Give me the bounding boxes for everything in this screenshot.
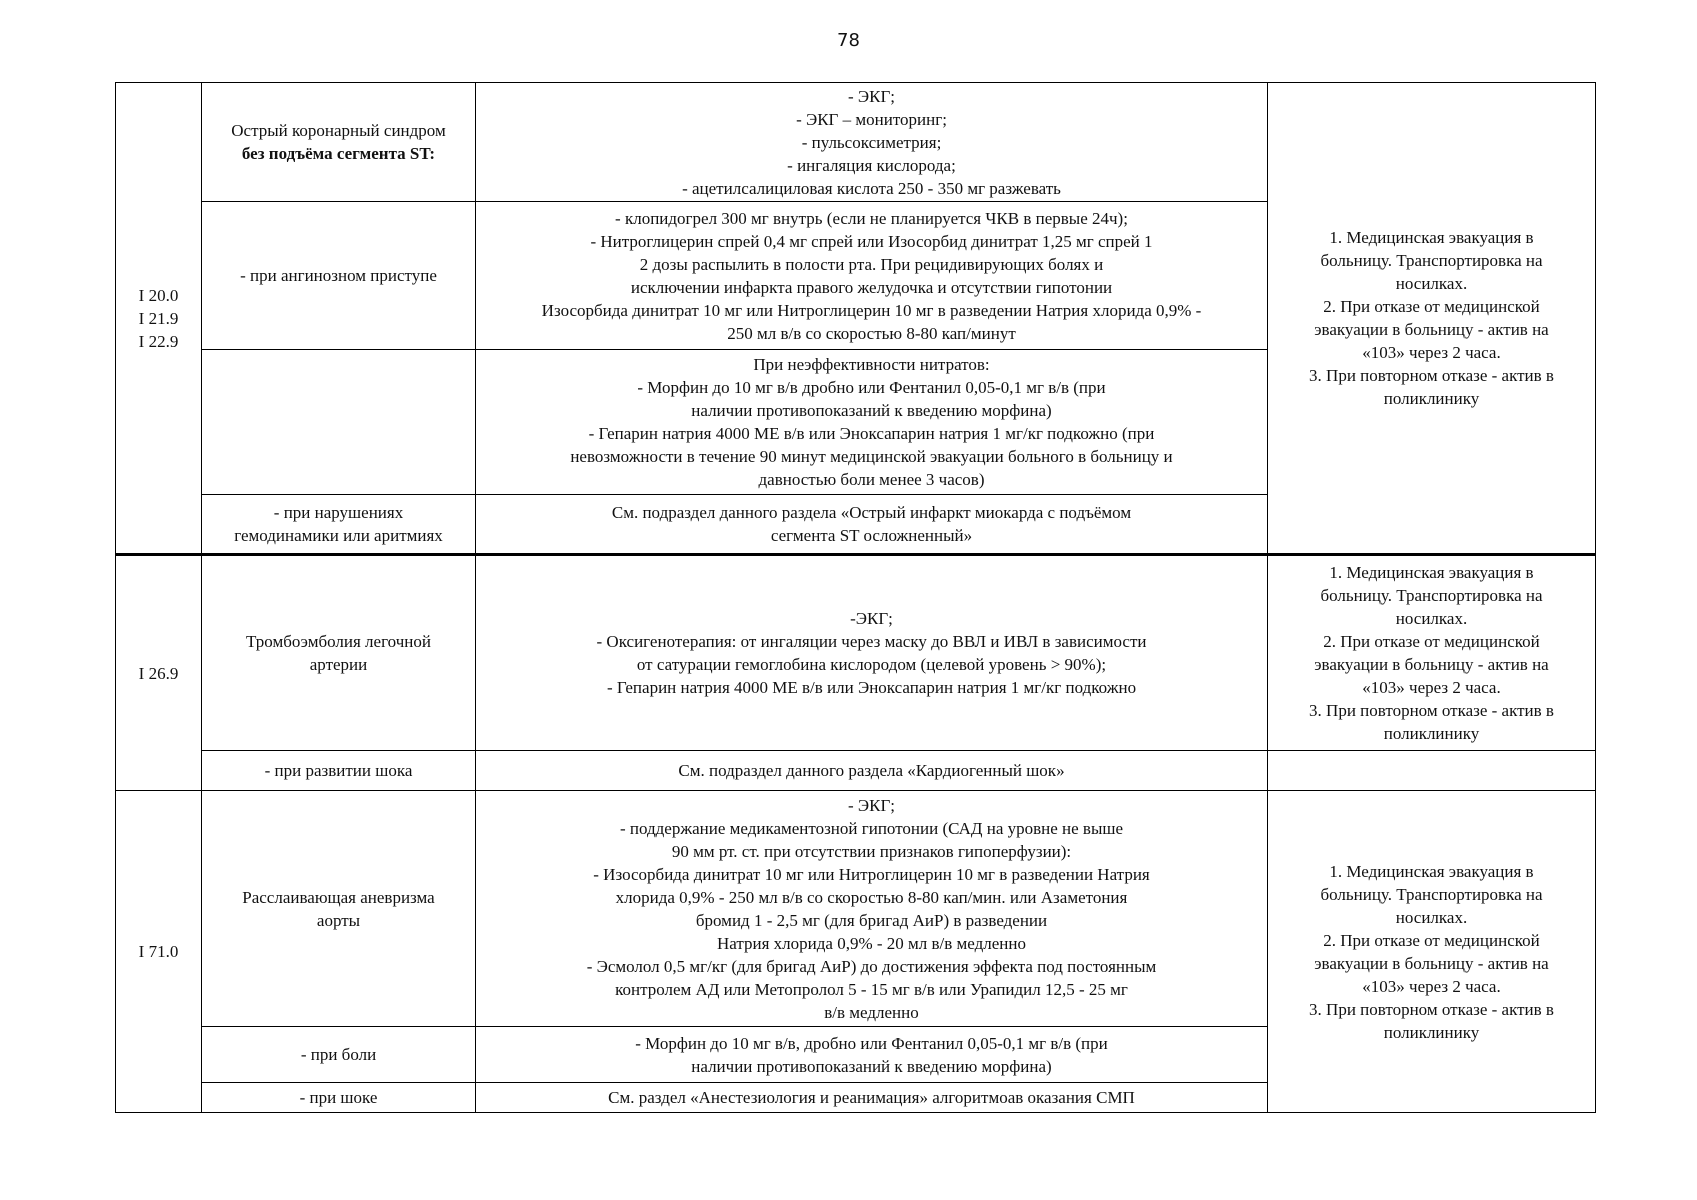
treatment-cell <box>476 1083 1268 1113</box>
treatment-line: - Гепарин натрия 4000 МЕ в/в или Эноксапарин натрия 1 мг/кг подкожно <box>606 678 1137 697</box>
icd-code: I 26.9 <box>138 663 179 683</box>
condition-text: аорты <box>316 910 361 930</box>
treatment-line: - Морфин до 10 мг в/в, дробно или Фентанил 0,05-0,1 мг в/в (при <box>635 1033 1108 1053</box>
treatment-line: наличии противопоказаний к введению морфина) <box>691 1056 1052 1076</box>
actions-cell <box>1268 83 1596 555</box>
action-line: носилках. <box>1395 274 1468 293</box>
condition-text: - при ангинозном приступе <box>240 266 437 285</box>
action-line: поликлинику <box>1383 724 1480 743</box>
treatment-line: 250 мл в/в со скоростью 8-80 кап/минут <box>727 323 1016 343</box>
treatment-line: 2 дозы распылить в полости рта. При рецидивирующих болях и <box>639 254 1104 274</box>
condition-cell <box>202 1027 476 1083</box>
treatment-cell <box>476 202 1268 350</box>
treatment-line: - пульсоксиметрия; <box>801 132 942 152</box>
action-line: 1. Медицинская эвакуация в <box>1329 228 1534 247</box>
condition-text: артерии <box>309 655 368 674</box>
condition-text: - при развитии шока <box>264 761 413 780</box>
action-line: 3. При повторном отказе - актив в <box>1309 999 1554 1019</box>
action-line: 3. При повторном отказе - актив в <box>1309 366 1554 385</box>
treatment-line: - Нитроглицерин спрей 0,4 мг спрей или Изосорбид динитрат 1,25 мг спрей 1 <box>590 231 1153 251</box>
treatment-line: исключении инфаркта правого желудочка и отсутствии гипотонии <box>630 277 1113 297</box>
action-line: 1. Медицинская эвакуация в <box>1329 563 1534 582</box>
treatment-line: Изосорбида динитрат 10 мг или Нитроглицерин 10 мг в разведении Натрия хлорида 0,9% - <box>541 300 1202 320</box>
condition-cell <box>202 202 476 350</box>
treatment-line: См. раздел «Анестезиология и реанимация» алгоритмоав оказания СМП <box>608 1088 1135 1107</box>
icd-code-cell <box>116 555 202 791</box>
action-line: эвакуации в больницу - актив на <box>1314 953 1549 973</box>
treatment-line: - Оксигенотерапия: от ингаляции через маску до ВВЛ и ИВЛ в зависимости <box>596 632 1147 651</box>
icd-code: I 71.0 <box>138 942 179 961</box>
action-line: больницу. Транспортировка на <box>1320 586 1543 605</box>
action-line: 3. При повторном отказе - актив в <box>1309 701 1554 720</box>
condition-text: - при нарушениях <box>273 503 404 522</box>
condition-text: без подъёма сегмента ST: <box>241 144 436 163</box>
condition-cell <box>202 791 476 1027</box>
icd-code-cell <box>116 791 202 1113</box>
table-row <box>116 751 1596 791</box>
treatment-line: сегмента ST осложненный» <box>770 526 973 545</box>
condition-text: Расслаивающая аневризма <box>242 887 435 907</box>
treatment-cell <box>476 83 1268 202</box>
treatment-line: 90 мм рт. ст. при отсутствии признаков гипоперфузии): <box>671 841 1072 861</box>
treatment-line: - ЭКГ; <box>847 86 896 106</box>
treatment-line: - Гепарин натрия 4000 МЕ в/в или Эноксапарин натрия 1 мг/кг подкожно (при <box>588 424 1155 443</box>
action-line: больницу. Транспортировка на <box>1320 884 1543 904</box>
treatment-line: - ацетилсалициловая кислота 250 - 350 мг разжевать <box>682 178 1061 198</box>
condition-text: - при шоке <box>299 1088 378 1107</box>
condition-cell <box>202 555 476 751</box>
condition-text: Тромбоэмболия легочной <box>246 632 431 651</box>
action-line: «103» через 2 часа. <box>1362 678 1501 697</box>
action-line: носилках. <box>1395 609 1468 628</box>
treatment-line: - Морфин до 10 мг в/в дробно или Фентанил 0,05-0,1 мг в/в (при <box>637 378 1106 397</box>
condition-cell-empty <box>202 350 476 495</box>
condition-text: Острый коронарный синдром <box>231 121 446 140</box>
condition-cell <box>202 495 476 555</box>
action-line: 2. При отказе от медицинской <box>1323 930 1540 950</box>
icd-code: I 21.9 <box>138 308 179 328</box>
treatment-line: контролем АД или Метопролол 5 - 15 мг в/в или Урапидил 12,5 - 25 мг <box>615 979 1128 999</box>
treatment-line: См. подраздел данного раздела «Кардиогенный шок» <box>678 761 1065 780</box>
treatment-cell <box>476 751 1268 791</box>
actions-cell <box>1268 555 1596 751</box>
treatment-cell <box>476 1027 1268 1083</box>
treatment-line: - клопидогрел 300 мг внутрь (если не планируется ЧКВ в первые 24ч); <box>615 208 1128 228</box>
action-line: поликлинику <box>1383 389 1480 408</box>
condition-cell <box>202 751 476 791</box>
treatment-line: Натрия хлорида 0,9% - 20 мл в/в медленно <box>716 933 1026 953</box>
treatment-line: - ЭКГ; <box>847 795 896 815</box>
emergency-care-table <box>115 82 1596 1113</box>
action-line: «103» через 2 часа. <box>1362 343 1501 362</box>
treatment-line: При неэффективности нитратов: <box>753 355 990 374</box>
treatment-line: давностью боли менее 3 часов) <box>758 470 985 489</box>
action-line: носилках. <box>1395 907 1468 927</box>
action-line: эвакуации в больницу - актив на <box>1314 655 1549 674</box>
icd-code-cell <box>116 83 202 555</box>
treatment-cell <box>476 555 1268 751</box>
action-line: эвакуации в больницу - актив на <box>1314 320 1549 339</box>
treatment-line: - Изосорбида динитрат 10 мг или Нитроглицерин 10 мг в разведении Натрия <box>593 864 1150 884</box>
treatment-line: - поддержание медикаментозной гипотонии (САД на уровне не выше <box>619 818 1124 838</box>
treatment-cell <box>476 495 1268 555</box>
action-line: 1. Медицинская эвакуация в <box>1329 861 1534 881</box>
page-number: 78 <box>837 30 860 51</box>
treatment-line: бромид 1 - 2,5 мг (для бригад АиР) в разведении <box>695 910 1048 930</box>
treatment-line: -ЭКГ; <box>850 609 893 628</box>
icd-code: I 20.0 <box>138 285 179 305</box>
action-line: 2. При отказе от медицинской <box>1323 297 1540 316</box>
treatment-line: - ингаляция кислорода; <box>787 155 956 175</box>
condition-text: гемодинамики или аритмиях <box>234 526 443 545</box>
treatment-cell <box>476 350 1268 495</box>
table-row <box>116 555 1596 751</box>
actions-cell <box>1268 791 1596 1113</box>
action-line: «103» через 2 часа. <box>1362 976 1501 996</box>
treatment-line: наличии противопоказаний к введению морфина) <box>691 401 1052 420</box>
action-line: поликлинику <box>1383 1022 1480 1042</box>
actions-cell-empty <box>1268 751 1596 791</box>
treatment-cell <box>476 791 1268 1027</box>
treatment-line: невозможности в течение 90 минут медицинской эвакуации больного в больницу и <box>570 447 1173 466</box>
treatment-line: - Эсмолол 0,5 мг/кг (для бригад АиР) до достижения эффекта под постоянным <box>586 956 1157 976</box>
icd-code: I 22.9 <box>138 331 179 351</box>
treatment-line: См. подраздел данного раздела «Острый инфаркт миокарда с подъёмом <box>611 503 1132 522</box>
treatment-line: - ЭКГ – мониторинг; <box>796 109 947 129</box>
treatment-line: хлорида 0,9% - 250 мл в/в со скоростью 8-80 кап/мин. или Азаметония <box>615 887 1128 907</box>
table-row <box>116 83 1596 202</box>
treatment-line: в/в медленно <box>824 1002 919 1022</box>
condition-cell <box>202 83 476 202</box>
action-line: 2. При отказе от медицинской <box>1323 632 1540 651</box>
action-line: больницу. Транспортировка на <box>1320 251 1543 270</box>
treatment-line: от сатурации гемоглобина кислородом (целевой уровень > 90%); <box>636 655 1107 674</box>
condition-cell <box>202 1083 476 1113</box>
condition-text: - при боли <box>300 1045 377 1064</box>
table-row <box>116 791 1596 1027</box>
